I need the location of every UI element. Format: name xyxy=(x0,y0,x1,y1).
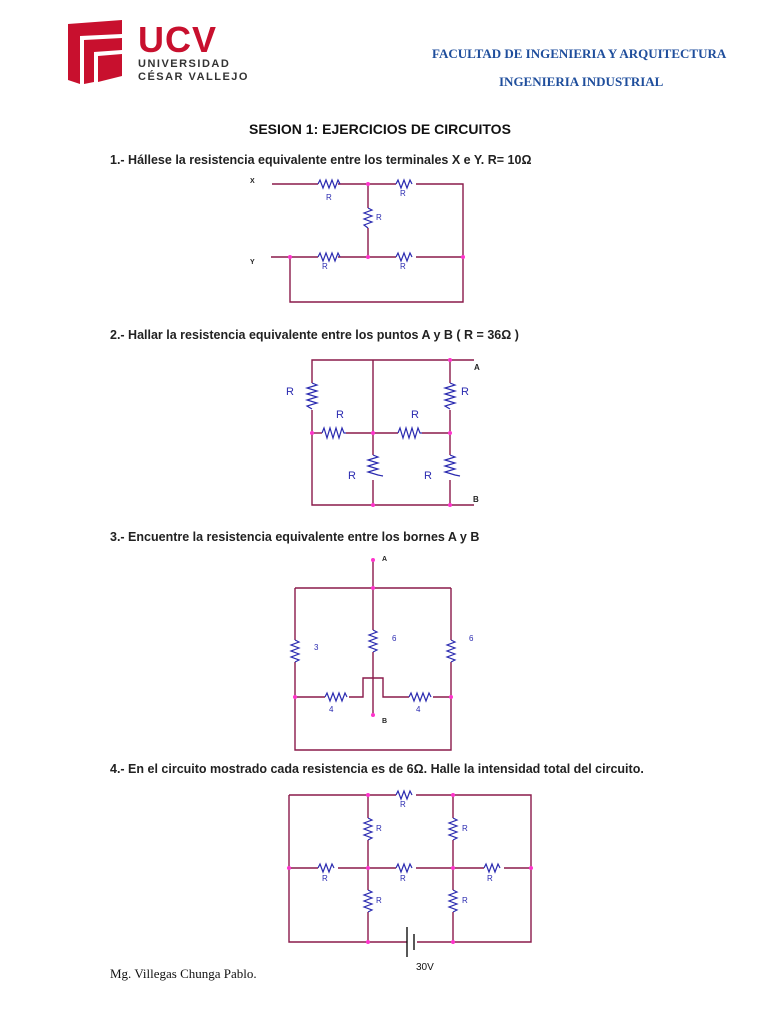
ucv-logo-mark xyxy=(66,20,130,91)
circuit-3-node xyxy=(371,586,375,590)
label-r: R xyxy=(411,409,419,421)
circuit-2-node xyxy=(448,358,452,362)
label-6: 6 xyxy=(469,634,474,643)
ucv-logo-text xyxy=(138,19,249,84)
circuit-2-node xyxy=(371,431,375,435)
label-r: R xyxy=(400,262,406,271)
circuit-3-node xyxy=(293,695,297,699)
label-6: 6 xyxy=(392,634,397,643)
circuit-2-diagram xyxy=(270,350,490,512)
circuit-3-node xyxy=(371,713,375,717)
logo-subtitle-1: UNIVERSIDAD xyxy=(138,58,231,70)
battery-icon xyxy=(407,927,414,957)
circuit-4-node xyxy=(366,940,370,944)
terminal-y-label: Y xyxy=(250,259,255,266)
circuit-1-node xyxy=(366,182,370,186)
label-r: R xyxy=(376,824,382,833)
circuit-1-node xyxy=(461,255,465,259)
label-4: 4 xyxy=(416,705,421,714)
author-footer: Mg. Villegas Chunga Pablo. xyxy=(110,966,257,981)
terminal-x-label: X xyxy=(250,178,255,185)
label-r: R xyxy=(400,800,406,809)
circuit-1-node xyxy=(366,255,370,259)
logo-name: UCV xyxy=(138,19,218,60)
circuit-4-node xyxy=(451,940,455,944)
page-title: SESION 1: EJERCICIOS DE CIRCUITOS xyxy=(249,121,511,137)
label-r: R xyxy=(322,262,328,271)
terminal-a-label: A xyxy=(474,363,480,372)
problem-1-text: 1.- Hállese la resistencia equivalente entre los terminales X e Y. R= 10Ω xyxy=(110,153,532,167)
circuit-3-node xyxy=(449,695,453,699)
circuit-2-node xyxy=(371,503,375,507)
label-r: R xyxy=(400,874,406,883)
label-r: R xyxy=(462,824,468,833)
circuit-4-node xyxy=(366,866,370,870)
problem-4-text: 4.- En el circuito mostrado cada resistencia es de 6Ω. Halle la intensidad total del circuito. xyxy=(110,762,644,776)
circuit-4-node xyxy=(366,793,370,797)
circuit-4-node xyxy=(287,866,291,870)
circuit-4-node xyxy=(451,793,455,797)
label-r: R xyxy=(348,470,356,482)
circuit-1-node xyxy=(288,255,292,259)
terminal-a-label: A xyxy=(382,556,388,563)
label-r: R xyxy=(400,189,406,198)
circuit-1-diagram xyxy=(240,170,480,310)
circuit-4-node xyxy=(451,866,455,870)
label-r: R xyxy=(462,896,468,905)
label-r: R xyxy=(322,874,328,883)
label-3: 3 xyxy=(314,643,319,652)
logo-subtitle-2: CÉSAR VALLEJO xyxy=(138,71,249,83)
circuit-2-node xyxy=(310,431,314,435)
label-r: R xyxy=(461,386,469,398)
faculty-header: FACULTAD DE INGENIERIA Y ARQUITECTURA xyxy=(432,46,727,61)
label-r: R xyxy=(424,470,432,482)
label-r: R xyxy=(376,896,382,905)
label-r: R xyxy=(326,193,332,202)
label-r: R xyxy=(376,213,382,222)
terminal-b-label: B xyxy=(382,718,388,725)
circuit-3-node xyxy=(371,558,375,562)
battery-label: 30V xyxy=(416,962,434,973)
label-r: R xyxy=(286,386,294,398)
circuit-2-node xyxy=(448,503,452,507)
label-r: R xyxy=(487,874,493,883)
problem-2-text: 2.- Hallar la resistencia equivalente entre los puntos A y B ( R = 36Ω ) xyxy=(110,328,519,342)
problem-3-text: 3.- Encuentre la resistencia equivalente entre los bornes A y B xyxy=(110,530,480,544)
circuit-4-node xyxy=(529,866,533,870)
label-r: R xyxy=(336,409,344,421)
circuit-2-node xyxy=(448,431,452,435)
department-header: INGENIERIA INDUSTRIAL xyxy=(499,74,664,89)
circuit-4-diagram xyxy=(280,785,540,985)
circuit-3-diagram xyxy=(285,550,474,755)
terminal-b-label: B xyxy=(473,495,479,504)
label-4: 4 xyxy=(329,705,334,714)
ucv-shield-icon xyxy=(66,20,130,86)
